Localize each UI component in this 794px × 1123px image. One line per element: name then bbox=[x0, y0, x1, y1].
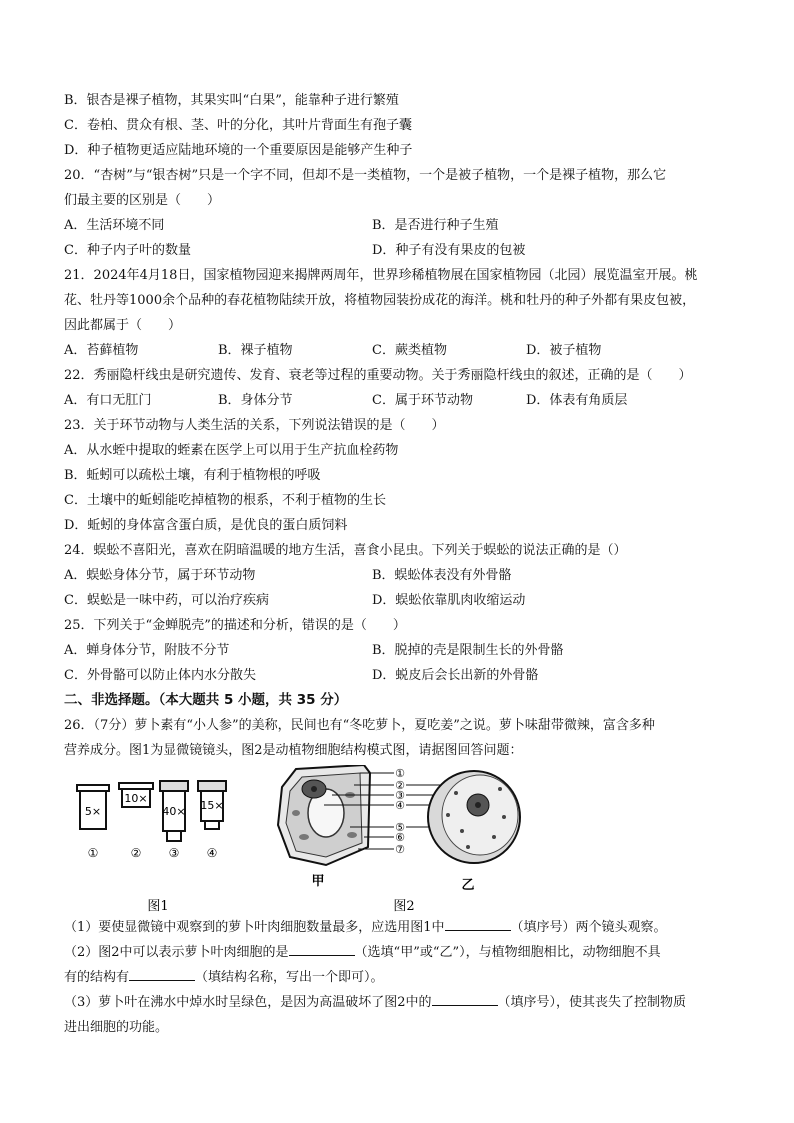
q26-stem-line2: 营养成分。图1为显微镜镜头，图2是动植物细胞结构模式图，请据图回答问题： bbox=[64, 743, 523, 758]
q24-options-row1 bbox=[64, 563, 744, 588]
q21-stem-line1: 21．2024年4月18日，国家植物园迎来揭牌两周年，世界珍稀植物展在国家植物园（北园）展览温室开展。桃 bbox=[64, 268, 698, 283]
q25-option-c: C．外骨骼可以防止体内水分散失 bbox=[64, 668, 256, 683]
lens-3-mark: 40× bbox=[162, 805, 186, 818]
q22-option-b: B．身体分节 bbox=[218, 393, 293, 408]
q26-sub2-text-c: 有的结构有 bbox=[64, 970, 130, 985]
q23-option-d: D．蚯蚓的身体富含蛋白质，是优良的蛋白质饲料 bbox=[64, 518, 348, 533]
q23-option-c: C．土壤中的蚯蚓能吃掉植物的根系，不利于植物的生长 bbox=[64, 493, 386, 508]
q19-option-c: C．卷柏、贯众有根、茎、叶的分化，其叶片背面生有孢子囊 bbox=[64, 118, 412, 133]
cell-label-6: ⑥ bbox=[395, 831, 405, 844]
q21-option-a: A．苔藓植物 bbox=[64, 343, 139, 358]
lens-2-icon bbox=[119, 783, 153, 807]
q20-stem-line1: 20．“杏树”与“银杏树”只是一个字不同，但却不是一类植物，一个是被子植物，一个是裸子植物，那么它 bbox=[64, 168, 667, 183]
cell-jia-label: 甲 bbox=[311, 874, 325, 889]
animal-cell-icon bbox=[428, 771, 520, 863]
q25-options-row2 bbox=[64, 663, 744, 688]
q25-option-b: B．脱掉的壳是限制生长的外骨骼 bbox=[372, 643, 564, 658]
q22-options bbox=[64, 388, 744, 413]
cell-yi-label: 乙 bbox=[461, 878, 475, 893]
q26-sub2-text-d: （填结构名称，写出一个即可）。 bbox=[195, 970, 384, 985]
q20-stem-line2: 们最主要的区别是（ ） bbox=[64, 193, 221, 208]
q26-sub2-text-a: （2）图2中可以表示萝卜叶肉细胞的是 bbox=[64, 945, 289, 960]
lens-2-mark: 10× bbox=[124, 792, 148, 805]
lens-label-4: ④ bbox=[206, 846, 218, 860]
q19-option-d: D．种子植物更适应陆地环境的一个重要原因是能够产生种子 bbox=[64, 143, 413, 158]
q23-stem: 23．关于环节动物与人类生活的关系，下列说法错误的是（ ） bbox=[64, 418, 445, 433]
q24-options-row2 bbox=[64, 588, 744, 613]
q20-option-a: A．生活环境不同 bbox=[64, 218, 165, 233]
q26-sub2-line1 bbox=[64, 940, 744, 965]
cell-label-3: ③ bbox=[395, 789, 405, 802]
lens-label-3: ③ bbox=[168, 846, 180, 860]
cell-label-4: ④ bbox=[395, 799, 405, 812]
q21-stem-line2: 花、牡丹等1000余个品种的春花植物陆续开放，将植物园装扮成花的海洋。桃和牡丹的种子外都有果皮包被， bbox=[64, 293, 696, 308]
q20-option-c: C．种子内子叶的数量 bbox=[64, 243, 191, 258]
q26-sub2-blank-1[interactable] bbox=[289, 941, 355, 956]
q26-sub3-line1 bbox=[64, 990, 744, 1015]
figure-svg bbox=[64, 765, 744, 915]
q20-option-d: D．种子有没有果皮的包被 bbox=[372, 243, 526, 258]
q26-figure bbox=[64, 765, 744, 915]
cell-label-5: ⑤ bbox=[395, 821, 405, 834]
q25-options-row1 bbox=[64, 638, 744, 663]
q21-stem-line3: 因此都属于（ ） bbox=[64, 318, 182, 333]
q24-option-a: A．蜈蚣身体分节，属于环节动物 bbox=[64, 568, 256, 583]
document-page bbox=[64, 88, 744, 1040]
q20-options-row1 bbox=[64, 213, 744, 238]
q25-stem: 25．下列关于“金蝉脱壳”的描述和分析，错误的是（ ） bbox=[64, 618, 406, 633]
q20-option-b: B．是否进行种子生殖 bbox=[372, 218, 499, 233]
q26-sub3-text-b: （填序号），使其丧失了控制物质 bbox=[497, 995, 687, 1010]
q26-sub3-line2: 进出细胞的功能。 bbox=[64, 1020, 169, 1035]
q26-sub3-text-a: （3）萝卜叶在沸水中焯水时呈绿色，是因为高温破坏了图2中的 bbox=[64, 995, 432, 1010]
q26-sub1-text-a: （1）要使显微镜中观察到的萝卜叶肉细胞数量最多，应选用图1中 bbox=[64, 920, 445, 935]
lens-label-2: ② bbox=[130, 846, 142, 860]
q26-sub2-line2 bbox=[64, 965, 744, 990]
lens-1-icon bbox=[77, 785, 109, 829]
q25-option-d: D．蜕皮后会长出新的外骨骼 bbox=[372, 668, 539, 683]
q24-stem: 24．蜈蚣不喜阳光，喜欢在阴暗温暖的地方生活，喜食小昆虫。下列关于蜈蚣的说法正确的是（） bbox=[64, 543, 627, 558]
figure-2-caption: 图2 bbox=[393, 899, 415, 914]
q26-sub1-blank[interactable] bbox=[445, 916, 511, 931]
q23-option-a: A．从水蛭中提取的蛭素在医学上可以用于生产抗血栓药物 bbox=[64, 443, 399, 458]
lens-3-icon bbox=[160, 781, 188, 841]
cell-label-1: ① bbox=[395, 767, 405, 780]
q26-sub2-text-b: （选填“甲”或“乙”），与植物细胞相比，动物细胞不具 bbox=[354, 945, 661, 960]
q22-option-a: A．有口无肛门 bbox=[64, 393, 152, 408]
q26-sub2-blank-2[interactable] bbox=[129, 966, 195, 981]
q21-option-b: B．裸子植物 bbox=[218, 343, 293, 358]
q26-sub1-text-b: （填序号）两个镜头观察。 bbox=[510, 920, 667, 935]
q23-option-b: B．蚯蚓可以疏松土壤，有利于植物根的呼吸 bbox=[64, 468, 321, 483]
q22-stem: 22．秀丽隐杆线虫是研究遗传、发育、衰老等过程的重要动物。关于秀丽隐杆线虫的叙述，正确的是（ ） bbox=[64, 368, 692, 383]
cell-label-2: ② bbox=[395, 779, 405, 792]
q26-sub3-blank[interactable] bbox=[432, 991, 498, 1006]
q21-option-d: D．被子植物 bbox=[526, 343, 602, 358]
q24-option-c: C．蜈蚣是一味中药，可以治疗疾病 bbox=[64, 593, 269, 608]
plant-cell-icon bbox=[278, 765, 370, 865]
q26-sub1 bbox=[64, 915, 744, 940]
q26-stem-line1: 26．（7分）萝卜素有“小人参”的美称，民间也有“冬吃萝卜，夏吃姜”之说。萝卜味甜带微辣，富含多种 bbox=[64, 718, 655, 733]
q21-options bbox=[64, 338, 744, 363]
lens-label-1: ① bbox=[87, 846, 99, 860]
q22-option-c: C．属于环节动物 bbox=[372, 393, 473, 408]
q22-option-d: D．体表有角质层 bbox=[526, 393, 628, 408]
q21-option-c: C．蕨类植物 bbox=[372, 343, 447, 358]
cell-label-7: ⑦ bbox=[395, 843, 405, 856]
q24-option-b: B．蜈蚣体表没有外骨骼 bbox=[372, 568, 512, 583]
q25-option-a: A．蝉身体分节，附肢不分节 bbox=[64, 643, 230, 658]
q19-option-b: B．银杏是裸子植物，其果实叫“白果”，能靠种子进行繁殖 bbox=[64, 93, 399, 108]
section-heading: 二、非选择题。（本大题共 5 小题，共 35 分） bbox=[64, 692, 348, 708]
figure-1-caption: 图1 bbox=[147, 899, 169, 914]
lens-4-mark: 15× bbox=[200, 799, 224, 812]
lens-1-mark: 5× bbox=[84, 805, 102, 818]
q20-options-row2 bbox=[64, 238, 744, 263]
lens-4-icon bbox=[198, 781, 226, 829]
q24-option-d: D．蜈蚣依靠肌肉收缩运动 bbox=[372, 593, 526, 608]
